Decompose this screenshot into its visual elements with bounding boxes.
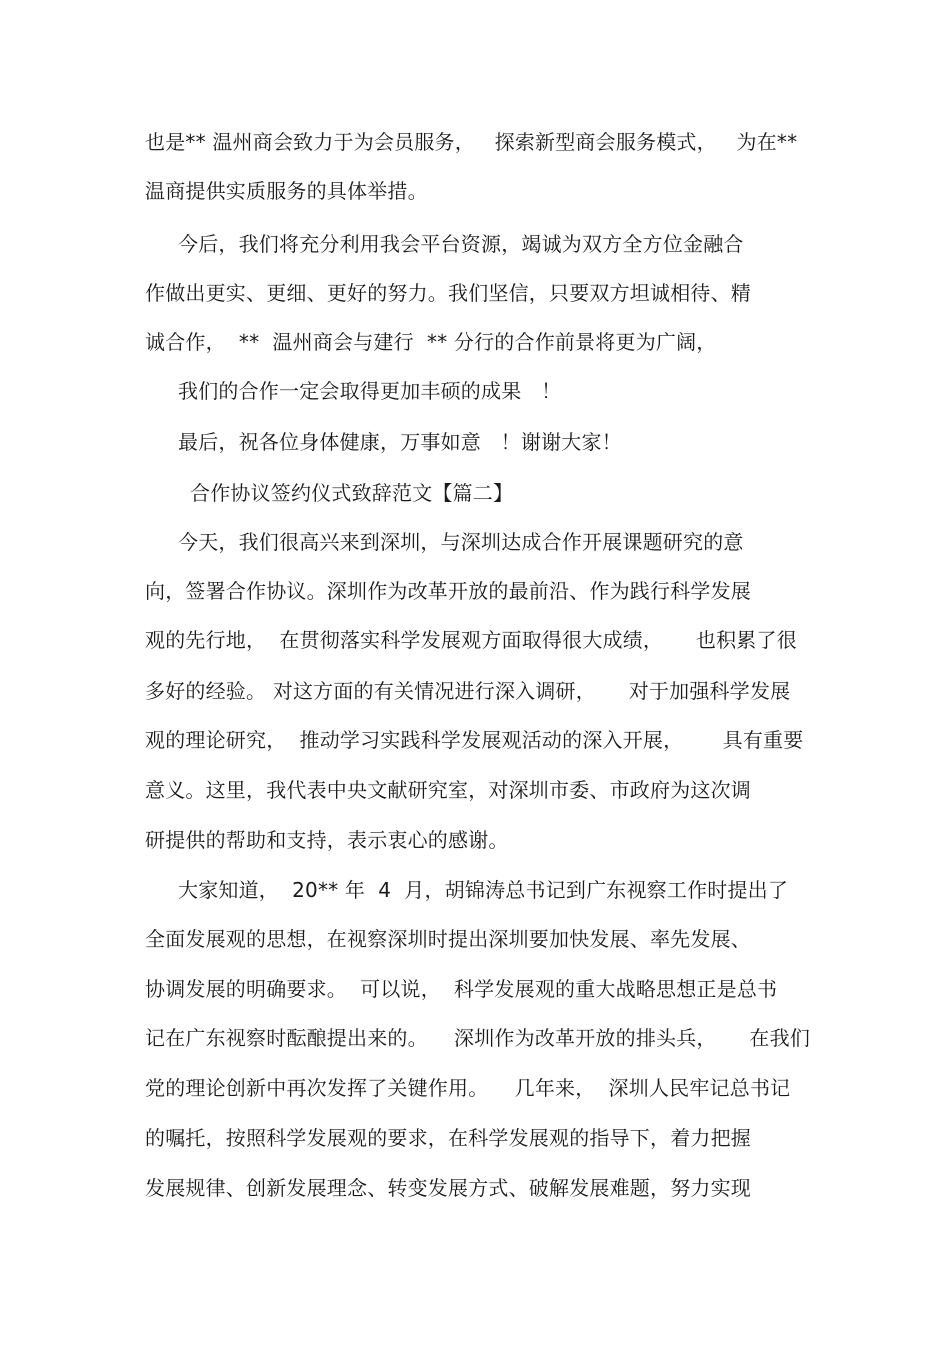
- paragraph-line: 今后，我们将充分利用我会平台资源，竭诚为双方全方位金融合: [178, 232, 744, 256]
- paragraph-line: 研提供的帮助和支持，表示衷心的感谢。: [145, 828, 509, 852]
- paragraph-line: 意义。这里，我代表中央文献研究室，对深圳市委、市政府为这次调: [145, 778, 751, 802]
- paragraph-line: 发展规律、创新发展理念、转变发展方式、破解发展难题，努力实现: [145, 1176, 751, 1200]
- paragraph-line: 观的理论研究， 推动学习实践科学发展观活动的深入开展， 具有重要: [145, 728, 804, 752]
- paragraph-line: 协调发展的明确要求。 可以说， 科学发展观的重大战略思想正是总书: [145, 977, 778, 1001]
- paragraph-line: 多好的经验。 对这方面的有关情况进行深入调研， 对于加强科学发展: [145, 679, 791, 703]
- section-heading: 合作协议签约仪式致辞范文【篇二】: [190, 481, 514, 505]
- paragraph-line: 作做出更实、更细、更好的努力。我们坚信，只要双方坦诚相待、精: [145, 281, 751, 305]
- paragraph-line: 向，签署合作协议。深圳作为改革开放的最前沿、作为践行科学发展: [145, 579, 751, 603]
- paragraph-line: 今天，我们很高兴来到深圳，与深圳达成合作开展课题研究的意: [178, 530, 744, 554]
- paragraph-line: 也是** 温州商会致力于为会员服务， 探索新型商会服务模式， 为在**: [145, 130, 798, 154]
- paragraph-line: 党的理论创新中再次发挥了关键作用。 几年来， 深圳人民牢记总书记: [145, 1076, 791, 1100]
- paragraph-line: 记在广东视察时酝酿提出来的。 深圳作为改革开放的排头兵， 在我们: [145, 1026, 811, 1050]
- paragraph-line: 的嘱托，按照科学发展观的要求，在科学发展观的指导下，着力把握: [145, 1126, 751, 1150]
- paragraph-line: 最后，祝各位身体健康，万事如意 ！谢谢大家！: [178, 430, 622, 454]
- paragraph-line: 大家知道， 20** 年 4 月，胡锦涛总书记到广东视察工作时提出了: [178, 878, 789, 902]
- paragraph-line: 观的先行地， 在贯彻落实科学发展观方面取得很大成绩， 也积累了很: [145, 628, 797, 652]
- paragraph-line: 温商提供实质服务的具体举措。: [145, 179, 428, 203]
- paragraph-line: 我们的合作一定会取得更加丰硕的成果 ！: [178, 379, 562, 403]
- paragraph-line: 诚合作， ** 温州商会与建行 ** 分行的合作前景将更为广阔，: [145, 330, 717, 354]
- paragraph-line: 全面发展观的思想，在视察深圳时提出深圳要加快发展、率先发展、: [145, 927, 751, 951]
